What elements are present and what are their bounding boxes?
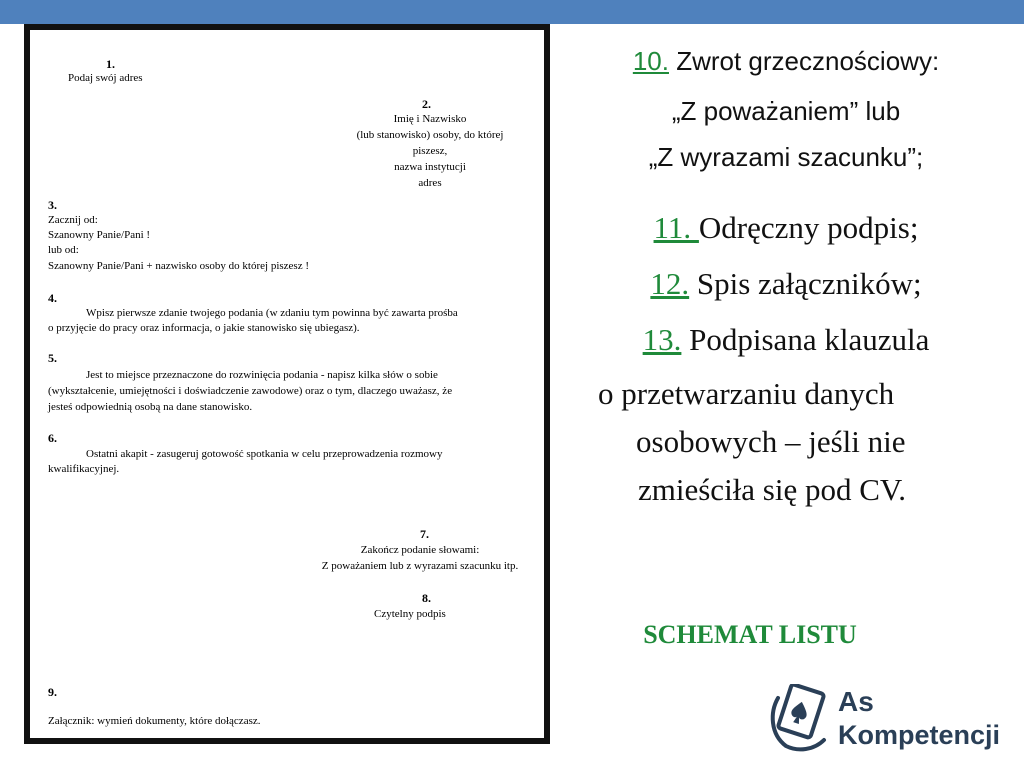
section-8-line: Czytelny podpis (374, 608, 446, 620)
section-2-number: 2. (422, 97, 431, 111)
item-11 (556, 210, 1016, 246)
item-10-line-1 (556, 46, 1016, 77)
section-7-line: Z poważaniem lub z wyrazami szacunku itp. (321, 560, 519, 572)
item-13 (556, 322, 1016, 358)
section-5-line: (wykształcenie, umiejętności i doświadczenie zawodowe) oraz o tym, dlaczego uważasz, że (48, 385, 453, 397)
schemat-heading: SCHEMAT LISTU (643, 620, 857, 649)
section-8-number: 8. (422, 591, 431, 605)
item-11-text: Odręczny podpis; (698, 210, 919, 245)
as-kompetencji-logo (766, 684, 1001, 754)
section-7-line: Zakończ podanie słowami: (360, 544, 480, 556)
logo-line-2: Kompetencji (838, 720, 1001, 750)
item-12-text: Spis załączników; (689, 266, 922, 301)
top-accent-bar (0, 0, 1024, 24)
section-6-line: kwalifikacyjnej. (48, 463, 120, 475)
item-12-number: 12. (650, 266, 690, 301)
section-9-number: 9. (48, 685, 57, 699)
item-13-cont-2: osobowych – jeśli nie (636, 424, 906, 459)
section-3-line: Szanowny Panie/Pani ! (48, 229, 151, 241)
section-9-line: Załącznik: wymień dokumenty, które dołączasz. (48, 715, 261, 727)
item-12 (556, 266, 1016, 302)
section-1-text: Podaj swój adres (68, 72, 143, 84)
section-3-line: lub od: (48, 244, 79, 256)
item-10-number: 10. (632, 46, 669, 76)
section-2-line: nazwa instytucji (394, 161, 466, 173)
section-6-number: 6. (48, 431, 57, 445)
item-10-line-3: „Z wyrazami szacunku”; (648, 142, 924, 172)
letter-template-document (24, 24, 550, 744)
section-5-line: jesteś odpowiednią osobą na dane stanowisko. (48, 401, 253, 413)
section-5-number: 5. (48, 351, 57, 365)
section-2-line: piszesz, (412, 145, 448, 157)
section-1-number: 1. (106, 57, 115, 71)
section-4-number: 4. (48, 291, 57, 305)
item-13-text: Podpisana klauzula (681, 322, 930, 357)
section-3-line: Zacznij od: (48, 214, 98, 226)
section-3-line: Szanowny Panie/Pani + nazwisko osoby do której piszesz ! (48, 260, 309, 272)
item-11-number: 11. (653, 210, 699, 245)
section-2-line: (lub stanowisko) osoby, do której (356, 129, 504, 141)
section-7-number: 7. (420, 527, 429, 541)
section-6-line: Ostatni akapit - zasugeruj gotowość spotkania w celu przeprowadzenia rozmowy (86, 448, 443, 460)
item-13-number: 13. (642, 322, 682, 357)
section-2-line: adres (418, 177, 442, 189)
card-spade-icon (766, 684, 836, 754)
section-2-line: Imię i Nazwisko (393, 113, 467, 125)
section-3-number: 3. (48, 198, 57, 212)
item-10-text: Zwrot grzecznościowy: (668, 46, 940, 76)
item-13-cont-3: zmieściła się pod CV. (638, 472, 907, 507)
logo-line-1: As (838, 686, 874, 717)
section-5-line: Jest to miejsce przeznaczone do rozwinięcia podania - napisz kilka słów o sobie (86, 369, 438, 381)
section-4-line: Wpisz pierwsze zdanie twojego podania (w zdaniu tym powinna być zawarta prośba (86, 307, 458, 319)
section-4-line: o przyjęcie do pracy oraz informacja, o jakie stanowisko się ubiegasz). (48, 322, 360, 334)
item-13-cont-1: o przetwarzaniu danych (598, 376, 895, 411)
item-10-line-2: „Z poważaniem” lub (671, 96, 901, 126)
